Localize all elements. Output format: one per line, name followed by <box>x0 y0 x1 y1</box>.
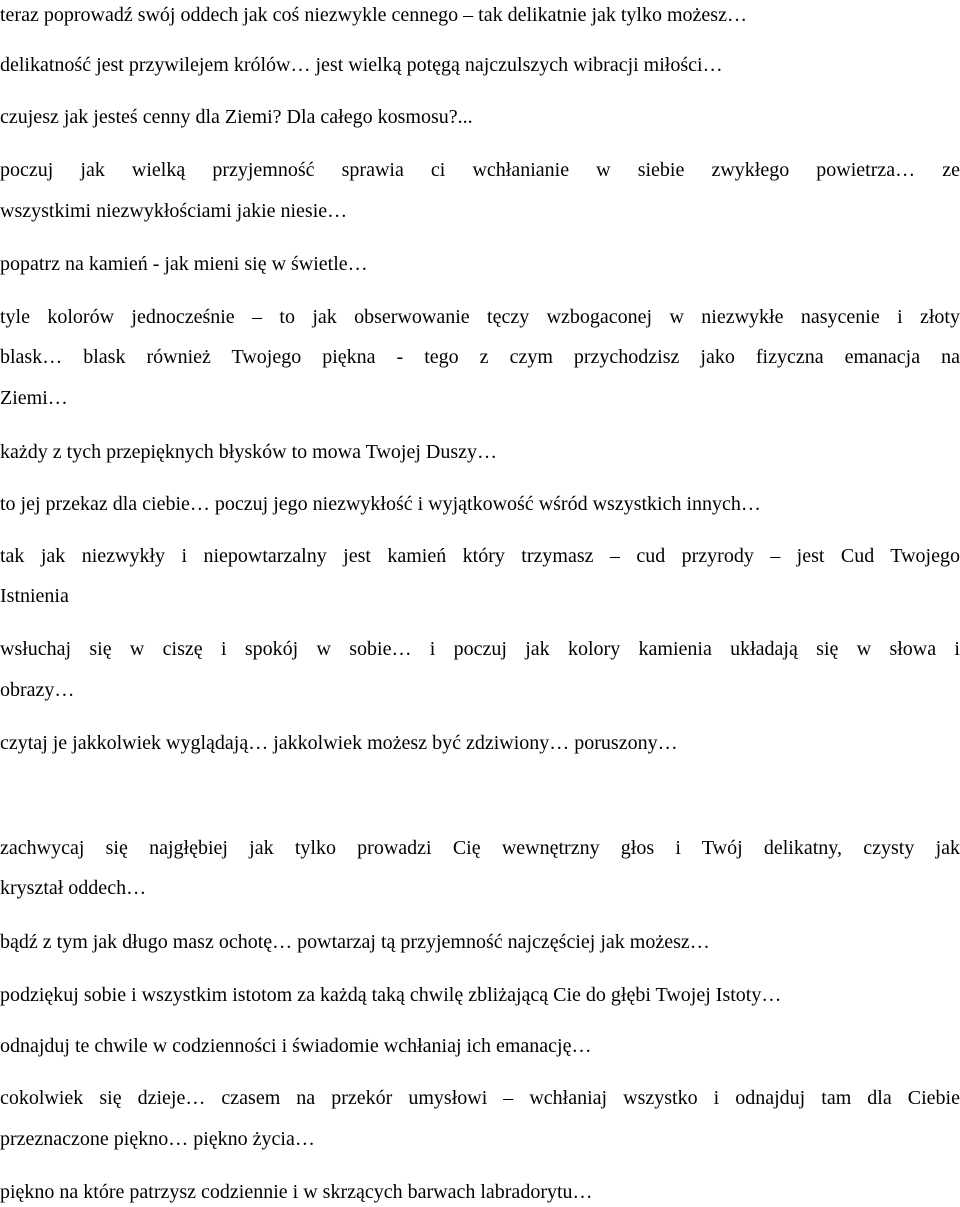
text-line-3: czujesz jak jesteś cenny dla Ziemi? Dla całego kosmosu?... <box>0 106 473 128</box>
text-line-10: każdy z tych przepięknych błysków to mowa Twojej Duszy… <box>0 441 498 463</box>
text-line-9: Ziemi… <box>0 387 68 409</box>
text-line-4: poczuj jak wielką przyjemność sprawia ci wchłanianie w siebie zwykłego powietrza… ze <box>0 159 960 181</box>
text-line-6: popatrz na kamień - jak mieni się w świetle… <box>0 253 368 275</box>
text-line-8: blask… blask również Twojego piękna - tego z czym przychodzisz jako fizyczna emanacja na <box>0 346 960 368</box>
text-line-19: bądź z tym jak długo masz ochotę… powtarzaj tą przyjemność najczęściej jak możesz… <box>0 931 710 953</box>
text-line-7: tyle kolorów jednocześnie – to jak obserwowanie tęczy wzbogaconej w niezwykłe nasycenie i złoty <box>0 306 960 328</box>
text-line-11: to jej przekaz dla ciebie… poczuj jego niezwykłość i wyjątkowość wśród wszystkich innych… <box>0 493 761 515</box>
text-line-16: czytaj je jakkolwiek wyglądają… jakkolwiek możesz być zdziwiony… poruszony… <box>0 732 678 754</box>
text-line-1: teraz poprowadź swój oddech jak coś niezwykle cennego – tak delikatnie jak tylko możesz… <box>0 4 747 26</box>
text-line-15: obrazy… <box>0 679 75 701</box>
text-line-17: zachwycaj się najgłębiej jak tylko prowadzi Cię wewnętrzny głos i Twój delikatny, czysty jak <box>0 837 960 859</box>
text-line-13: Istnienia <box>0 585 69 607</box>
text-line-12: tak jak niezwykły i niepowtarzalny jest kamień który trzymasz – cud przyrody – jest Cud Twojego <box>0 545 960 567</box>
text-line-2: delikatność jest przywilejem królów… jest wielką potęgą najczulszych wibracji miłości… <box>0 54 723 76</box>
text-line-20: podziękuj sobie i wszystkim istotom za każdą taką chwilę zbliżającą Cie do głębi Twojej Istoty… <box>0 984 782 1006</box>
text-line-22: cokolwiek się dzieje… czasem na przekór umysłowi – wchłaniaj wszystko i odnajduj tam dla Ciebie <box>0 1087 960 1109</box>
text-line-5: wszystkimi niezwykłościami jakie niesie… <box>0 200 348 222</box>
text-line-21: odnajduj te chwile w codzienności i świadomie wchłaniaj ich emanację… <box>0 1035 592 1057</box>
text-line-18: kryształ oddech… <box>0 877 147 899</box>
text-line-14: wsłuchaj się w ciszę i spokój w sobie… i poczuj jak kolory kamienia układają się w słowa i <box>0 638 960 660</box>
text-line-23: przeznaczone piękno… piękno życia… <box>0 1128 315 1150</box>
text-line-24: piękno na które patrzysz codziennie i w skrzących barwach labradorytu… <box>0 1181 593 1203</box>
